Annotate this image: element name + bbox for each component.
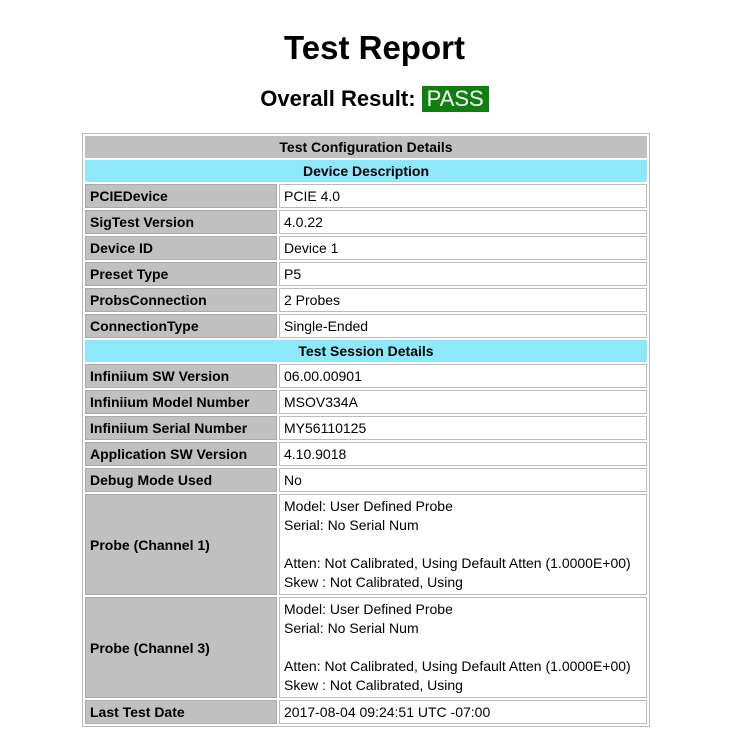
blank-line (284, 535, 642, 554)
row-value: 06.00.00901 (279, 364, 647, 388)
table-row (85, 390, 647, 414)
row-key: Last Test Date (85, 700, 277, 724)
row-value: 2017-08-04 09:24:51 UTC -07:00 (279, 700, 647, 724)
row-value: MY56110125 (279, 416, 647, 440)
pass-badge: PASS (422, 86, 489, 112)
table-row (85, 236, 647, 260)
session-section-row (85, 340, 647, 362)
row-key: Probe (Channel 1) (85, 494, 277, 595)
row-key: Preset Type (85, 262, 277, 286)
row-key: Infiniium Serial Number (85, 416, 277, 440)
device-section-row (85, 160, 647, 182)
probe-model: Model: User Defined Probe (284, 498, 453, 514)
probe-serial: Serial: No Serial Num (284, 517, 419, 533)
table-header-row (85, 136, 647, 158)
table-header: Test Configuration Details (85, 136, 647, 158)
table-row (85, 184, 647, 208)
row-value: Device 1 (279, 236, 647, 260)
probe-channel-3-details (279, 597, 647, 698)
table-row-probe-channel-3 (85, 597, 647, 698)
device-section-header: Device Description (85, 160, 647, 182)
row-key: Application SW Version (85, 442, 277, 466)
test-configuration-table (82, 133, 650, 727)
probe-atten: Atten: Not Calibrated, Using Default Atten (1.0000E+00) (284, 555, 631, 571)
table-row (85, 442, 647, 466)
table-row (85, 314, 647, 338)
overall-result (0, 84, 749, 114)
overall-result-label: Overall Result: (260, 86, 416, 111)
table-row (85, 210, 647, 234)
row-key: PCIEDevice (85, 184, 277, 208)
table-row (85, 262, 647, 286)
table-row (85, 416, 647, 440)
probe-atten: Atten: Not Calibrated, Using Default Atten (1.0000E+00) (284, 658, 631, 674)
table-row (85, 364, 647, 388)
probe-model: Model: User Defined Probe (284, 601, 453, 617)
table-row-probe-channel-1 (85, 494, 647, 595)
row-key: Device ID (85, 236, 277, 260)
row-value: 2 Probes (279, 288, 647, 312)
probe-serial: Serial: No Serial Num (284, 620, 419, 636)
row-key: ProbsConnection (85, 288, 277, 312)
table-row (85, 288, 647, 312)
row-key: Infiniium Model Number (85, 390, 277, 414)
table-row (85, 700, 647, 724)
row-value: 4.10.9018 (279, 442, 647, 466)
table-row (85, 468, 647, 492)
blank-line (284, 638, 642, 657)
row-value: Single-Ended (279, 314, 647, 338)
probe-skew: Skew : Not Calibrated, Using (284, 677, 463, 693)
probe-channel-1-details (279, 494, 647, 595)
row-key: SigTest Version (85, 210, 277, 234)
page-title: Test Report (284, 29, 465, 66)
row-value: PCIE 4.0 (279, 184, 647, 208)
row-value: No (279, 468, 647, 492)
probe-skew: Skew : Not Calibrated, Using (284, 574, 463, 590)
row-key: ConnectionType (85, 314, 277, 338)
session-section-header: Test Session Details (85, 340, 647, 362)
row-key: Infiniium SW Version (85, 364, 277, 388)
row-value: P5 (279, 262, 647, 286)
row-key: Probe (Channel 3) (85, 597, 277, 698)
row-value: MSOV334A (279, 390, 647, 414)
row-value: 4.0.22 (279, 210, 647, 234)
row-key: Debug Mode Used (85, 468, 277, 492)
